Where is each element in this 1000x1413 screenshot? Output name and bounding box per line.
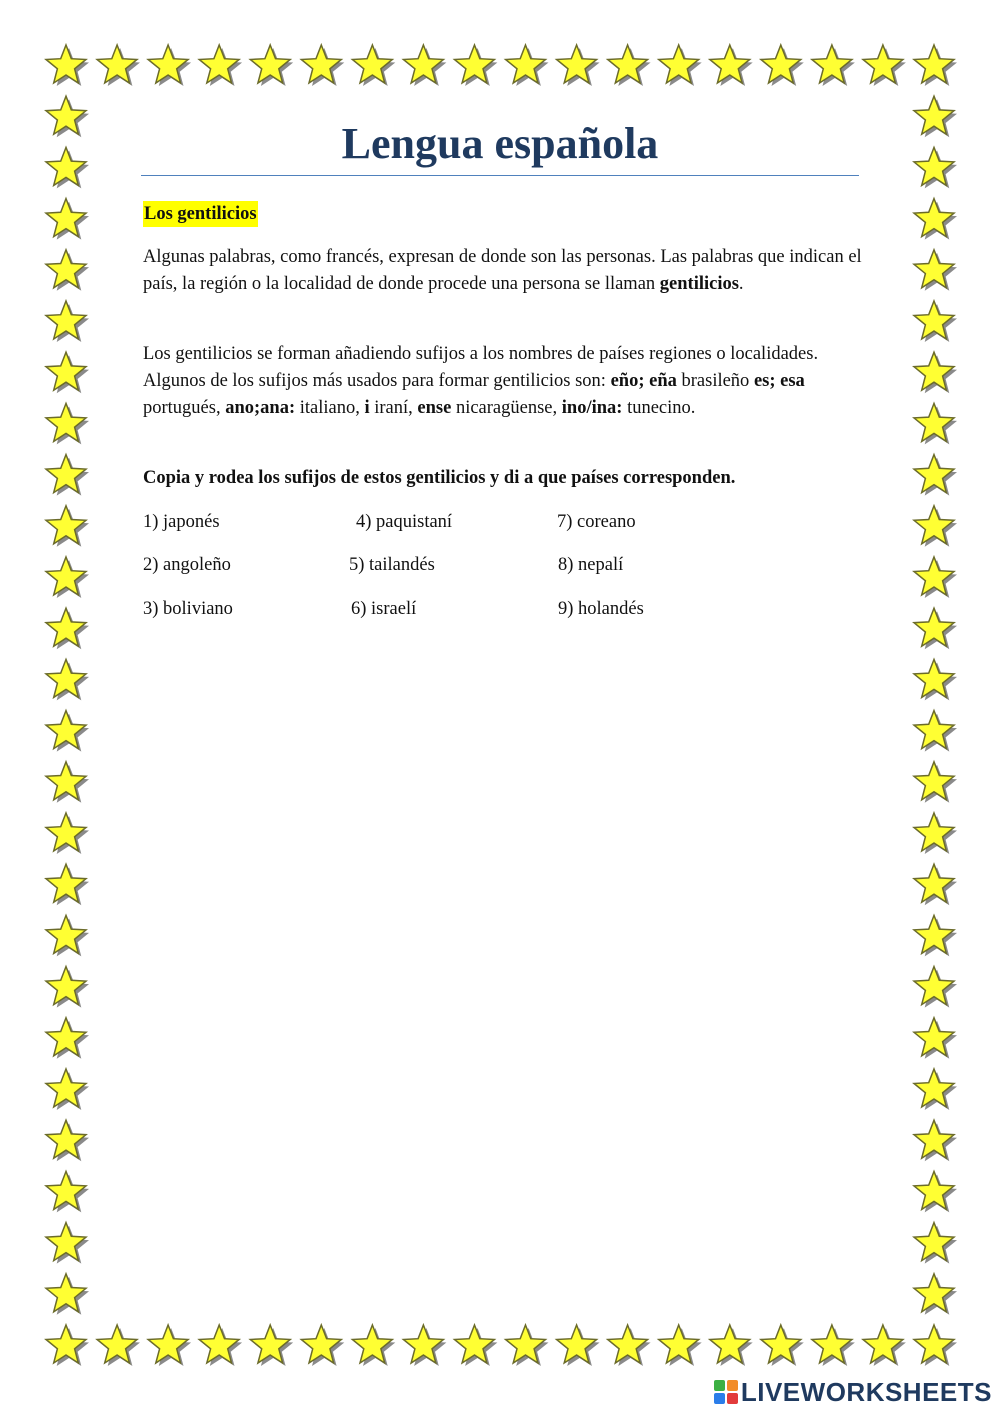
paragraph-definition xyxy=(143,244,863,298)
liveworksheets-logo-icon xyxy=(713,1379,739,1405)
suffix-i: i xyxy=(364,398,370,418)
section-subtitle: Los gentilicios xyxy=(143,201,258,227)
paragraph-suffixes xyxy=(143,341,863,422)
exercise-item: 5) tailandés xyxy=(349,555,435,575)
suffix-ano: ano;ana: xyxy=(225,398,296,418)
paragraph-definition-end: . xyxy=(738,274,744,294)
suffix-es: es; esa xyxy=(753,371,805,391)
exercise-item: 4) paquistaní xyxy=(356,512,453,532)
suffix-eno: eño; eña xyxy=(610,371,677,391)
exercise-item: 8) nepalí xyxy=(558,555,624,575)
exercise-item: 1) japonés xyxy=(143,512,220,532)
exercise-instruction: Copia y rodea los sufijos de estos gentilicios y di a que países corresponden. xyxy=(143,468,736,488)
example-nicaraguense: nicaragüense, xyxy=(451,398,562,418)
suffix-ino: ino/ina: xyxy=(561,398,623,418)
liveworksheets-logo[interactable] xyxy=(713,1377,992,1407)
paragraph-definition-text: Algunas palabras, como francés, expresan de donde son las personas. Las palabras que indican el país, la región o la localidad de donde procede una persona se llaman xyxy=(143,247,862,294)
example-italiano: italiano, xyxy=(295,398,365,418)
exercise-item: 6) israelí xyxy=(351,599,417,619)
example-tunecino: tunecino. xyxy=(622,398,696,418)
example-portugues: portugués, xyxy=(143,398,226,418)
exercise-item: 9) holandés xyxy=(558,599,644,619)
exercise-item: 3) boliviano xyxy=(143,599,233,619)
title-divider xyxy=(141,175,859,176)
suffix-ense: ense xyxy=(417,398,452,418)
example-brasileno: brasileño xyxy=(676,371,754,391)
liveworksheets-logo-text: LIVEWORKSHEETS xyxy=(740,1376,992,1407)
exercise-item: 7) coreano xyxy=(557,512,636,532)
term-gentilicios: gentilicios xyxy=(659,274,739,294)
page-title: Lengua española xyxy=(341,119,659,168)
suffixes-intro: Los gentilicios se forman añadiendo sufijos a los nombres de países regiones o localidades. Algunos de los sufijos más usados para formar gentilicios son: xyxy=(143,344,819,391)
example-irani: iraní, xyxy=(369,398,418,418)
exercise-item: 2) angoleño xyxy=(143,555,231,575)
